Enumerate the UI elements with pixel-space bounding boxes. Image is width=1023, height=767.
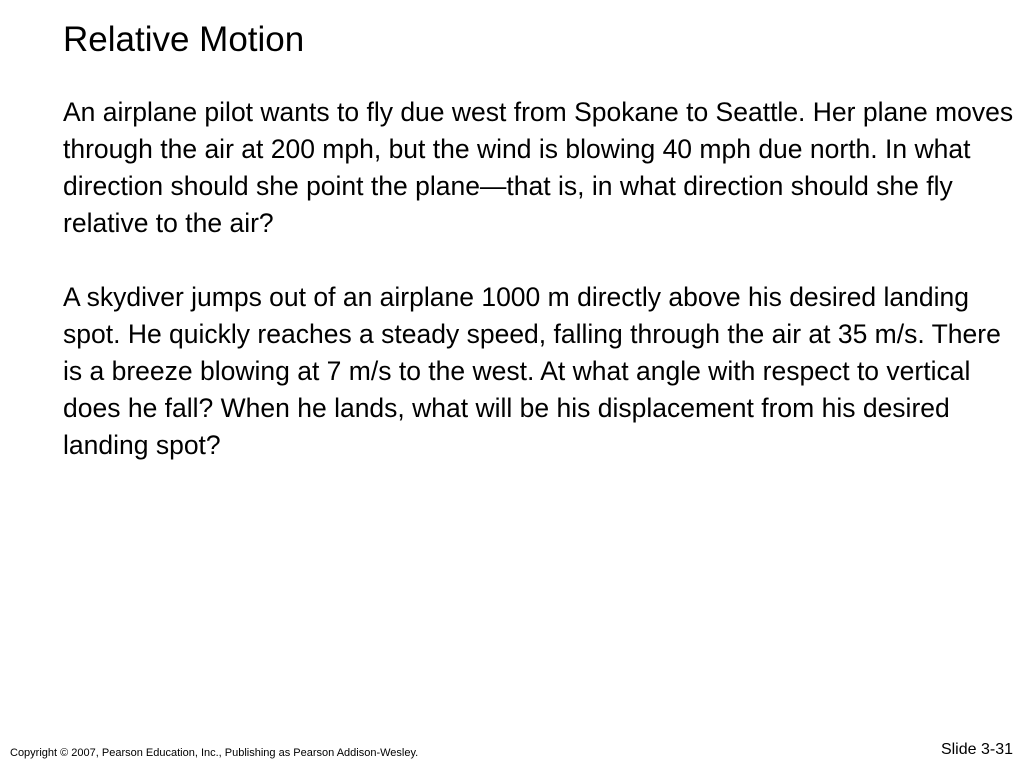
slide-title: Relative Motion <box>63 20 305 59</box>
copyright-notice: Copyright © 2007, Pearson Education, Inc., Publishing as Pearson Addison-Wesley. <box>10 747 419 759</box>
problem-paragraph-skydiver: A skydiver jumps out of an airplane 1000 m directly above his desired landing spot. He quickly reaches a steady speed, falling through the air at 35 m/s. There is a breeze blowing at 7 m/s to the west. At what angle with respect to vertical does he fall? When he lands, what will be his displacement from his desired landing spot? <box>63 282 1001 460</box>
problem-paragraph-airplane: An airplane pilot wants to fly due west from Spokane to Seattle. Her plane moves through the air at 200 mph, but the wind is blowing 40 mph due north. In what direction should she point the plane—that is, in what direction should she fly relative to the air? <box>63 97 1014 238</box>
slide-number: Slide 3-31 <box>940 741 1013 758</box>
